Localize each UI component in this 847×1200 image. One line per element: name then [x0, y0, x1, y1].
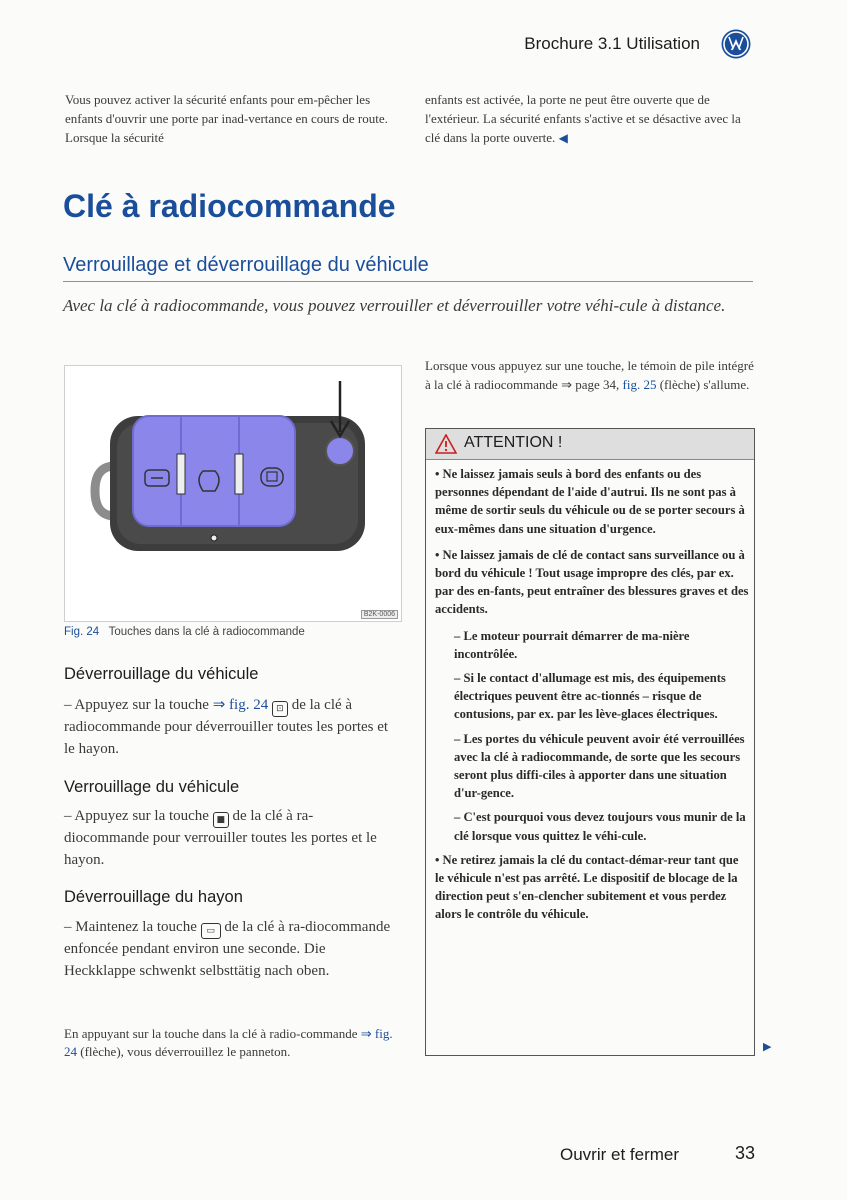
warning-paragraph: • Ne laissez jamais de clé de contact sans surveillance ou à bord du véhicule ! Tout usage impropre des clés, par ex. par des en-fants, peut entraîner des blessures graves et des accidents. [435, 547, 749, 617]
lock-vehicle-text [64, 806, 394, 871]
figure-caption [64, 626, 305, 638]
fig-24-link-2[interactable]: ⇒ fig. 24 [64, 1026, 393, 1059]
bottom-note [64, 1025, 399, 1061]
right-intro [425, 357, 755, 394]
unlock-hatch-text [64, 917, 394, 982]
top-right-body: enfants est activée, la porte ne peut être ouverte que de l'extérieur. La sécurité enfants s'active et se désactive avec la clé dans la porte ouverte. [425, 92, 741, 145]
warning-title: ATTENTION ! [464, 434, 563, 451]
warning-subitem: – Les portes du véhicule peuvent avoir été verrouillées avec la clé à radiocommande, de sorte que les secours seront plus diffi-ciles à apporter dans une situation d'ur-gence. [454, 731, 745, 801]
warning-triangle-icon [435, 434, 457, 454]
lock-key-icon: ■ [213, 812, 229, 828]
figure-caption-text: Touches dans la clé à radiocommande [108, 626, 305, 638]
intro-text: Avec la clé à radiocommande, vous pouvez verrouiller et déverrouiller votre véhi-cule à distance. [63, 296, 726, 315]
warning-header [426, 429, 754, 460]
warning-box [425, 428, 755, 1056]
unlock-hatch-text-b: de la clé à ra-diocommande enfoncée pendant environ une seconde. Die Heckklappe schwenkt selbsttätig nach oben. [64, 919, 391, 979]
figure-key [64, 365, 402, 622]
warning-paragraph: • Ne retirez jamais la clé du contact-démar-reur tant que le véhicule n'est pas arrêté. Le dispositif de blocage de la direction peut s'en-clencher subitement et vous perdez alors le contrôle du véhicule. [435, 852, 739, 922]
header-title: Brochure 3.1 Utilisation [524, 34, 700, 53]
vw-logo-icon [720, 28, 752, 60]
unlock-vehicle-text [64, 695, 394, 760]
warning-subitem: – C'est pourquoi vous devez toujours vous munir de la clé lorsque vous quittez le véhi-cule. [454, 810, 746, 843]
top-right-text [425, 90, 755, 148]
warning-body [435, 465, 750, 932]
lock-vehicle-text-a: – Appuyez sur la touche [64, 808, 213, 824]
top-left-text: Vous pouvez activer la sécurité enfants pour em-pêcher les enfants d'ouvrir une porte par inad-vertance en cours de route. Lorsque la sécurité [65, 92, 388, 145]
subsection-rule [63, 281, 753, 282]
trunk-key-icon: ▭ [201, 923, 221, 939]
section-title: Clé à radiocommande [63, 188, 396, 224]
warning-subitem: – Le moteur pourrait démarrer de ma-nière incontrôlée. [454, 628, 690, 661]
figure-code: B2K-0006 [361, 610, 398, 619]
page-number: 33 [735, 1143, 756, 1163]
warning-subitem: – Si le contact d'allumage est mis, des équipements électriques peuvent être ac-tionnés – risque de contusions, par ex. par les lève-glaces électriques. [454, 671, 726, 722]
unlock-hatch-heading: Déverrouillage du hayon [64, 888, 243, 906]
figure-caption-label: Fig. 24 [64, 626, 100, 638]
right-intro-b: (flèche) s'allume. [656, 376, 750, 392]
warning-paragraph: • Ne laissez jamais seuls à bord des enfants ou des personnes dépendant de l'aide d'autrui. Ils ne sont pas à même de sortir seuls du véhicule ou de se porter secours à eux-mêmes dans une situation d'urgence. [435, 467, 745, 536]
subsection-title: Verrouillage et déverrouillage du véhicule [63, 254, 429, 276]
bottom-note-a: En appuyant sur la touche dans la clé à radio-commande [64, 1026, 361, 1041]
bottom-note-b: (flèche), vous déverrouillez le panneton. [77, 1044, 291, 1059]
lock-vehicle-heading: Verrouillage du véhicule [64, 778, 240, 796]
right-intro-a: Lorsque vous appuyez sur une touche, le témoin de pile intégré à la clé à radiocommande ⇒ page 34, [425, 358, 754, 392]
unlock-key-icon: ⊡ [272, 701, 288, 717]
end-mark: ◀ [558, 131, 568, 145]
continue-arrow-icon: ▶ [763, 1041, 772, 1053]
fig-24-link[interactable]: ⇒ fig. 24 [212, 697, 269, 713]
footer-title: Ouvrir et fermer [560, 1145, 680, 1164]
unlock-vehicle-heading: Déverrouillage du véhicule [64, 665, 259, 683]
unlock-hatch-text-a: – Maintenez la touche [64, 919, 201, 935]
unlock-vehicle-text-b: de la clé à radiocommande pour déverrouiller toutes les portes et le hayon. [64, 697, 389, 757]
lock-vehicle-text-b: de la clé à ra-diocommande pour verrouiller toutes les portes et le hayon. [64, 808, 377, 868]
unlock-vehicle-text-a: – Appuyez sur la touche [64, 697, 213, 713]
radio-key-illustration [65, 366, 401, 621]
fig-25-link[interactable]: fig. 25 [622, 376, 657, 392]
